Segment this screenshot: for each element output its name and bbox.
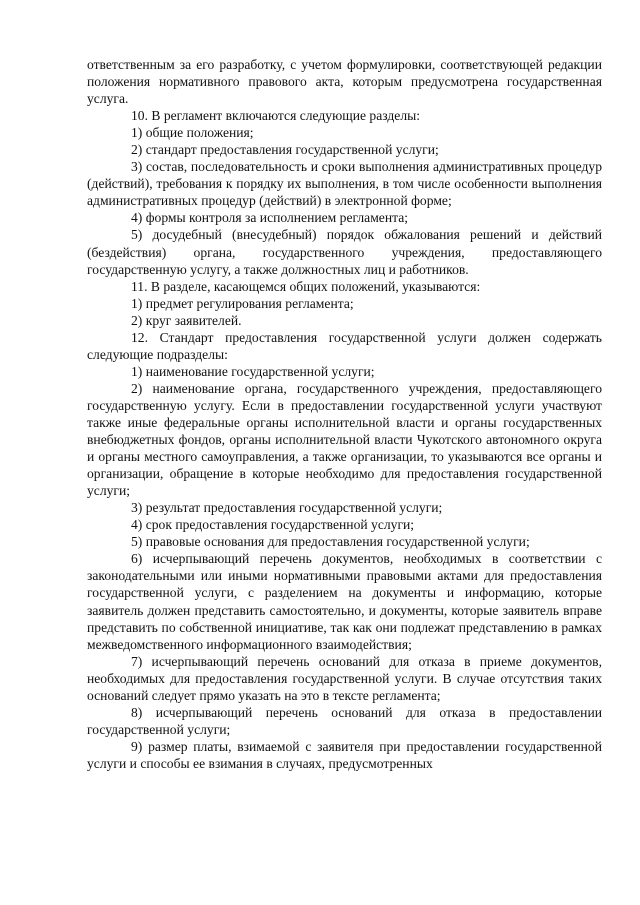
list-item: 1) предмет регулирования регламента; bbox=[131, 295, 354, 311]
list-item: 6) исчерпывающий перечень документов, необходимых в соответствии с законодательными или иными нормативными правовыми актами для предоставления государственной услуги, с разделением на документы и информацию, которые заявитель должен представить самостоятельно, и документы, которые заявитель вправе представить по собственной инициативе, так как они подлежат представлению в рамках межведомственного информационного взаимодействия; bbox=[87, 551, 602, 652]
list-item: 2) наименование органа, государственного учреждения, предоставляющего государственную услугу. Если в предоставлении государственной услуги участвуют также иные федеральные органы исполнительной власти и органы государственных внебюджетных фондов, органы исполнительной власти Чукотского автономного округа и органы местного самоуправления, а также организации, то указываются все органы и организации, обращение в которые необходимо для предоставления государственной услуги; bbox=[87, 380, 602, 499]
paragraph: 12. Стандарт предоставления государственной услуги должен содержать следующие подразделы: bbox=[87, 329, 602, 362]
list-item: 5) досудебный (внесудебный) порядок обжалования решений и действий (бездействия) органа, государственного учреждения, предоставляющего государственную услугу, а также должностных лиц и работников. bbox=[87, 227, 602, 277]
paragraph: 11. В разделе, касающемся общих положений, указываются: bbox=[131, 278, 481, 294]
list-item: 1) наименование государственной услуги; bbox=[131, 363, 375, 379]
list-item: 7) исчерпывающий перечень оснований для отказа в приеме документов, необходимых для предоставления государственной услуги. В случае отсутствия таких оснований следует прямо указать на это в тексте регламента; bbox=[87, 653, 602, 703]
list-item: 4) формы контроля за исполнением регламента; bbox=[131, 210, 409, 226]
document-body bbox=[87, 56, 602, 772]
list-item: 9) размер платы, взимаемой с заявителя при предоставлении государственной услуги и способы ее взимания в случаях, предусмотренных bbox=[87, 738, 602, 771]
paragraph: ответственным за его разработку, с учетом формулировки, соответствующей редакции положения нормативного правового акта, которым предусмотрена государственная услуга. bbox=[87, 57, 602, 107]
list-item: 8) исчерпывающий перечень оснований для отказа в предоставлении государственной услуги; bbox=[87, 704, 602, 737]
list-item: 3) результат предоставления государственной услуги; bbox=[131, 500, 443, 516]
paragraph: 10. В регламент включаются следующие разделы: bbox=[131, 108, 421, 124]
list-item: 3) состав, последовательность и сроки выполнения административных процедур (действий), требования к порядку их выполнения, в том числе особенности выполнения административных процедур (действий) в электронной форме; bbox=[87, 159, 602, 209]
list-item: 4) срок предоставления государственной услуги; bbox=[131, 517, 415, 533]
list-item: 2) круг заявителей. bbox=[131, 312, 242, 328]
list-item: 2) стандарт предоставления государственной услуги; bbox=[131, 142, 439, 158]
list-item: 1) общие положения; bbox=[131, 125, 254, 141]
list-item: 5) правовые основания для предоставления государственной услуги; bbox=[131, 534, 530, 550]
